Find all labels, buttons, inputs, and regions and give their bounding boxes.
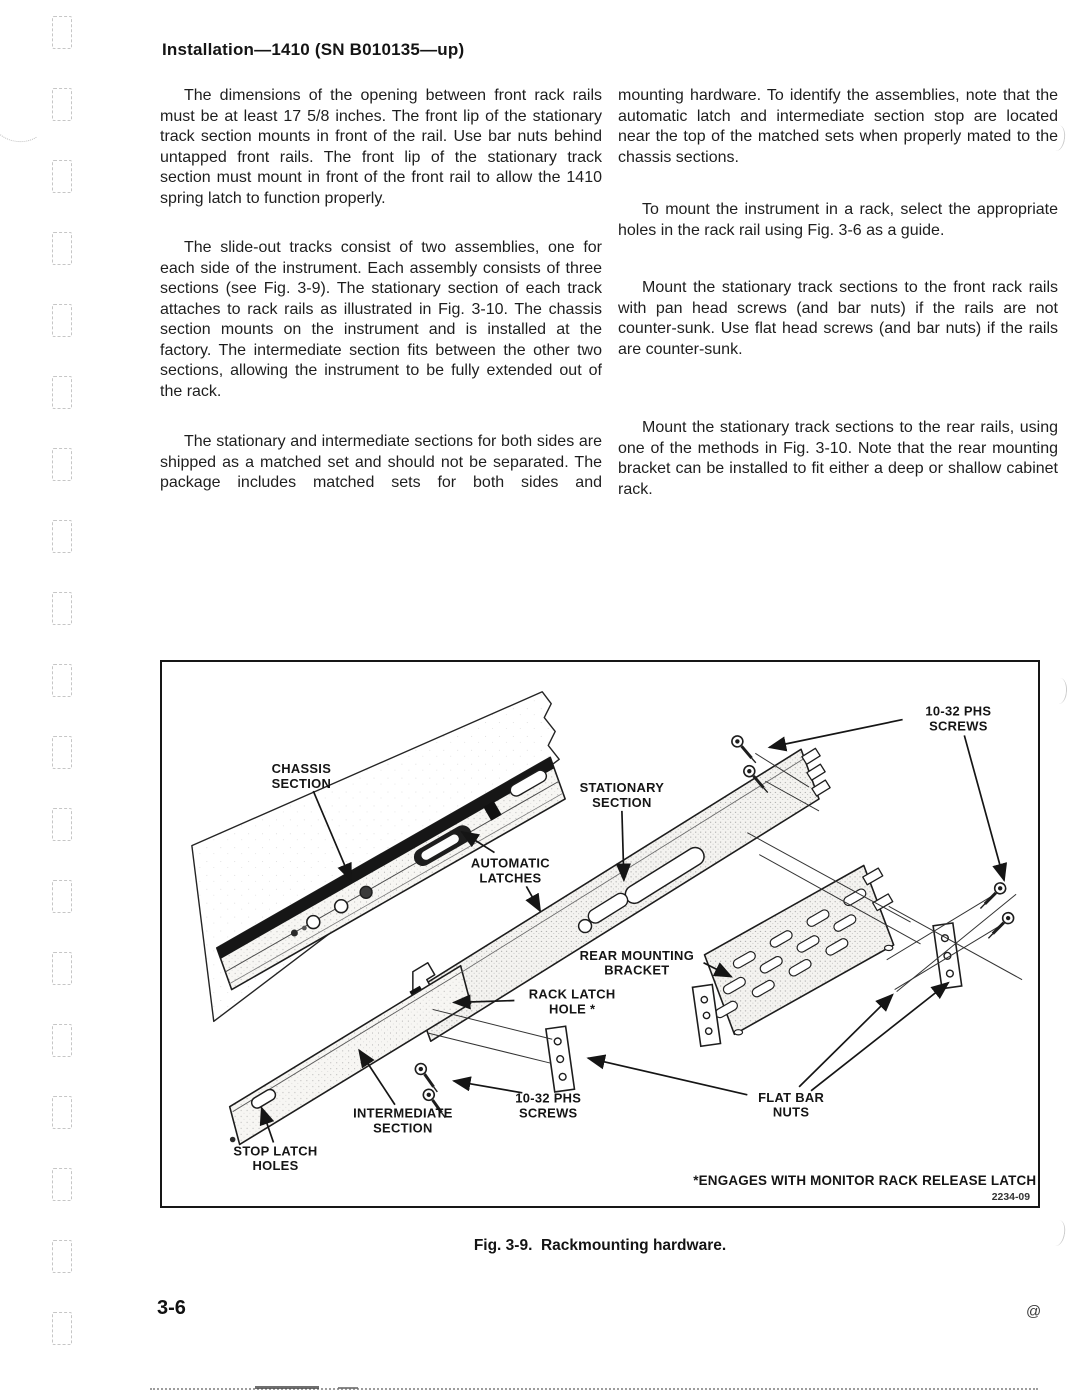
label-rack-latch-hole: HOLE * [548,1001,596,1017]
punch-mark [52,16,72,49]
label-rear-mounting-bracket: REAR MOUNTING [579,947,695,963]
label-automatic-latches: AUTOMATIC [470,855,550,871]
label-rack-latch-hole: RACK LATCH [528,986,616,1002]
paragraph: The slide-out tracks consist of two assemblies, one for each side of the instrument. Each assembly consists of three sections (see Fig. 3-9). The stationary section of each track attaches to rack rails as illustrated in Fig. 3-10. The chassis section mounts on the instrument and is installed at the factory. The intermediate section fits between the other two sections, allowing the instrument to be fully extended out of the rack. [160,239,602,400]
phs-screw [988,911,1014,940]
scan-bottom-mark [255,1386,319,1389]
flat-bar-nut [692,985,720,1047]
punch-mark [52,520,72,553]
left-column [160,86,602,494]
page-title: Installation—1410 (SN B010135—up) [162,40,465,59]
label-chassis-section: CHASSIS [271,761,332,777]
punch-mark [52,592,72,625]
label-chassis-section: SECTION [271,776,332,792]
right-column [618,86,1058,500]
paragraph: To mount the instrument in a rack, select the appropriate holes in the rack rail using Fig. 3-6 as a guide. [618,201,1058,239]
paragraph: Mount the stationary track sections to the front rack rails with pan head screws (and bar nuts) if the rails are not counter-sunk. Use flat head screws (and bar nuts) if the rails are counter-sunk. [618,279,1058,358]
scan-curl-artifact [1051,678,1068,705]
label-stop-latch-holes: STOP LATCH [233,1143,318,1159]
punch-mark [52,1096,72,1129]
label-rear-mounting-bracket: BRACKET [604,962,670,978]
label-intermediate-section: INTERMEDIATE [353,1105,453,1121]
rear-mounting-bracket-part [705,866,894,1035]
punch-mark [52,1240,72,1273]
punch-mark [52,376,72,409]
label-flat-bar-nuts: NUTS [772,1104,810,1120]
phs-screw [729,735,760,763]
punch-mark [52,160,72,193]
punch-mark [52,952,72,985]
flat-bar-nut [546,1026,575,1092]
figure-caption: Fig. 3-9. Rackmounting hardware. [473,1237,727,1254]
label-automatic-latches: LATCHES [479,870,542,886]
punch-mark [52,1168,72,1201]
punch-mark [52,808,72,841]
paragraph: The dimensions of the opening between front rack rails must be at least 17 5/8 inches. The front lip of the stationary track section mounts in front of the rail. Use bar nuts behind untapped front rails. The front lip of the stationary track section must mount in front of the front rail to allow the 1410 spring latch to function properly. [160,87,602,207]
paragraph: mounting hardware. To identify the assemblies, note that the automatic latch and intermediate section stop are located near the top of the matched sets when properly mated to the chassis sections. [618,87,1058,166]
punch-mark [52,736,72,769]
label-phs-screws-bottom: 10-32 PHS [515,1090,582,1106]
punch-mark [52,232,72,265]
scan-bottom-mark [338,1387,358,1389]
label-phs-screws-bottom: SCREWS [518,1105,578,1121]
label-flat-bar-nuts: FLAT BAR [758,1089,825,1105]
phs-screw [411,1062,443,1092]
punch-mark [52,1024,72,1057]
rackmounting-illustration [162,662,1038,1206]
punch-mark [52,1312,72,1345]
paragraph: The stationary and intermediate sections for both sides are shipped as a matched set and should not be separated. The package includes matched sets for both sides and [160,433,602,491]
punch-mark [52,664,72,697]
label-phs-screws-top: 10-32 PHS [925,703,992,719]
punch-hole-strip [0,0,90,1397]
punch-mark [52,880,72,913]
punch-mark [52,448,72,481]
figure-part-number: 2234-09 [991,1192,1031,1204]
label-stationary-section: SECTION [592,794,652,810]
punch-mark [52,88,72,121]
label-intermediate-section: SECTION [373,1120,433,1136]
figure-footnote: *ENGAGES WITH MONITOR RACK RELEASE LATCH [693,1173,1037,1189]
figure-3-9 [160,660,1040,1208]
punch-mark [52,304,72,337]
label-stationary-section: STATIONARY [579,780,665,796]
scan-curl-artifact [1048,1219,1067,1247]
printer-mark: @ [1026,1303,1042,1320]
paragraph: Mount the stationary track sections to the rear rails, using one of the methods in Fig. 3-10. Note that the rear mounting bracket can be installed to fit either a deep or shallow cabinet rack. [618,419,1058,498]
label-phs-screws-top: SCREWS [929,718,988,734]
label-stop-latch-holes: HOLES [252,1158,299,1174]
page-number: 3-6 [157,1297,186,1319]
